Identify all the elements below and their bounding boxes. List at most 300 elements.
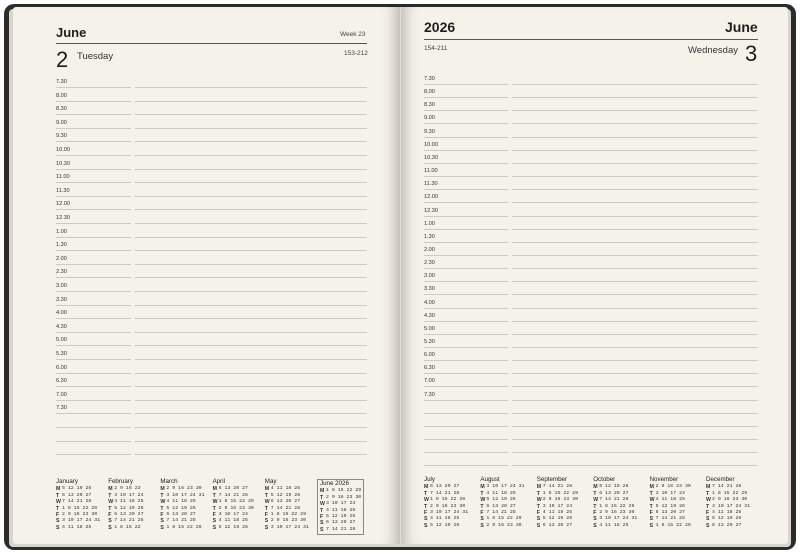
day-numbers: 5 12 19 26 [542, 516, 573, 522]
schedule-line[interactable] [56, 196, 131, 197]
schedule-line[interactable] [56, 413, 131, 414]
mini-calendar [317, 479, 364, 535]
schedule-line[interactable] [56, 250, 131, 251]
weekday-letter: F [56, 512, 60, 519]
weekday-letter: F [320, 514, 324, 521]
mini-calendar [213, 479, 254, 531]
mini-calendar-month: February [108, 478, 133, 485]
schedule-line[interactable] [56, 264, 131, 265]
right-day-name: Wednesday [688, 45, 738, 56]
schedule-line[interactable] [512, 216, 758, 217]
day-numbers: 5 12 19 26 [599, 484, 629, 490]
schedule-line[interactable] [135, 169, 367, 170]
schedule-line[interactable] [135, 196, 367, 197]
schedule-line[interactable] [135, 155, 367, 156]
weekday-letter: S [320, 520, 324, 527]
weekday-letter: W [593, 497, 599, 504]
schedule-line[interactable] [135, 400, 367, 401]
schedule-line[interactable] [512, 426, 758, 427]
day-numbers: 4 11 18 25 [166, 499, 196, 505]
schedule-line[interactable] [512, 110, 758, 111]
weekday-letter: T [56, 505, 60, 512]
schedule-line[interactable] [512, 452, 758, 453]
day-numbers: 2 9 16 23 30 [655, 484, 691, 490]
weekday-letter: T [108, 505, 112, 512]
weekday-letter: T [56, 492, 60, 499]
time-label: 4.00 [424, 299, 435, 306]
time-label: 7.30 [424, 76, 435, 82]
schedule-line[interactable] [424, 97, 508, 98]
schedule-line[interactable] [424, 439, 508, 440]
schedule-line[interactable] [512, 176, 758, 177]
weekday-letter: F [212, 512, 216, 519]
mini-calendar-row [706, 523, 750, 529]
mini-calendar-row [108, 525, 143, 531]
weekday-letter: T [160, 505, 164, 512]
day-numbers: 5 12 19 26 [62, 486, 92, 492]
weekday-letter: S [56, 518, 60, 525]
weekday-letter: T [536, 490, 540, 497]
schedule-line[interactable] [424, 268, 508, 269]
time-label: 5.00 [424, 325, 435, 332]
schedule-line[interactable] [512, 465, 758, 466]
schedule-line[interactable] [424, 202, 508, 203]
time-label: 7.30 [424, 391, 435, 398]
time-label: 2.30 [424, 260, 435, 267]
schedule-line[interactable] [56, 332, 131, 333]
day-numbers: 6 13 20 27 [62, 492, 92, 498]
schedule-line[interactable] [56, 237, 131, 238]
day-numbers: 5 12 19 26 [218, 524, 248, 530]
right-month-title: June [725, 19, 758, 35]
mini-calendar [160, 479, 204, 531]
day-numbers: 5 12 19 26 [326, 514, 356, 520]
time-label: 9.30 [56, 133, 67, 140]
time-label: 5.30 [424, 339, 435, 345]
schedule-line[interactable] [512, 137, 758, 138]
weekday-letter: F [480, 510, 484, 517]
schedule-line[interactable] [512, 347, 758, 348]
schedule-line[interactable] [424, 360, 508, 361]
day-numbers: 5 12 19 26 [114, 505, 144, 511]
day-numbers: 1 8 15 22 [114, 524, 141, 530]
weekday-letter: S [424, 522, 428, 529]
time-label: 10.30 [56, 160, 70, 167]
weekday-letter: T [212, 492, 216, 499]
mini-calendar-month: May [264, 478, 277, 485]
schedule-line[interactable] [56, 441, 131, 442]
day-numbers: 7 14 21 28 [486, 510, 516, 516]
schedule-line[interactable] [424, 255, 508, 256]
schedule-line[interactable] [135, 291, 367, 292]
time-label: 9.30 [424, 128, 435, 135]
mini-calendar-row [650, 523, 691, 529]
day-numbers: 5 12 19 26 [430, 522, 460, 528]
schedule-line[interactable] [135, 345, 367, 346]
day-numbers: 1 8 15 22 29 [486, 516, 522, 522]
mini-calendar-month: January [56, 478, 79, 485]
schedule-line[interactable] [135, 223, 367, 224]
weekday-letter: F [108, 512, 112, 519]
day-numbers: 3 10 17 24 31 [712, 503, 751, 509]
schedule-line[interactable] [135, 359, 367, 360]
mini-calendar [424, 477, 468, 529]
schedule-line[interactable] [512, 400, 758, 401]
schedule-line[interactable] [135, 305, 367, 306]
week-number: Week 23 [340, 31, 366, 38]
schedule-line[interactable] [424, 150, 508, 151]
schedule-line[interactable] [135, 373, 367, 374]
day-numbers: 3 10 17 24 31 [62, 518, 101, 524]
time-label: 1.30 [56, 242, 67, 249]
mini-calendar [706, 477, 750, 529]
schedule-line[interactable] [135, 427, 367, 428]
day-numbers: 7 14 21 28 [599, 497, 629, 503]
schedule-line[interactable] [512, 308, 758, 309]
weekday-letter: F [424, 510, 428, 517]
schedule-line[interactable] [135, 114, 367, 115]
schedule-line[interactable] [424, 216, 508, 217]
schedule-line[interactable] [512, 321, 758, 322]
time-label: 11.00 [424, 168, 438, 175]
time-label: 9.00 [424, 115, 435, 122]
time-label: 7.30 [56, 405, 67, 412]
weekday-letter: S [212, 518, 217, 525]
schedule-line[interactable] [512, 255, 758, 256]
schedule-line[interactable] [512, 334, 758, 335]
schedule-line[interactable] [424, 413, 508, 414]
day-numbers: 2 9 16 23 30 [430, 503, 466, 509]
day-numbers: 6 13 20 27 [218, 486, 248, 492]
schedule-line[interactable] [135, 332, 367, 333]
day-numbers: 2 9 16 23 30 [712, 497, 748, 503]
schedule-line[interactable] [135, 128, 367, 129]
schedule-line[interactable] [135, 413, 367, 414]
day-numbers: 1 8 15 22 29 [218, 499, 254, 505]
time-label: 1.00 [424, 220, 435, 227]
day-numbers: 2 9 16 23 [114, 486, 141, 492]
day-numbers: 7 14 21 28 [270, 505, 301, 511]
schedule-line[interactable] [424, 452, 508, 453]
left-day-number: 2 [56, 47, 69, 72]
weekday-letter: M [649, 484, 654, 491]
time-label: 7.00 [56, 391, 67, 398]
schedule-line[interactable] [56, 427, 131, 428]
schedule-line[interactable] [56, 223, 131, 224]
day-numbers: 6 13 20 27 [712, 522, 742, 528]
time-label: 12.00 [56, 201, 70, 208]
time-label: 6.00 [56, 364, 67, 371]
schedule-line[interactable] [424, 281, 508, 282]
schedule-line[interactable] [512, 281, 758, 282]
time-label: 8.00 [424, 89, 435, 96]
day-numbers: 2 9 16 23 30 [62, 512, 98, 518]
time-label: 11.30 [56, 187, 70, 194]
weekday-letter: M [706, 484, 711, 491]
schedule-line[interactable] [512, 229, 758, 230]
mini-calendar-row [56, 525, 100, 531]
schedule-line[interactable] [56, 87, 131, 88]
weekday-letter: T [593, 490, 597, 497]
day-numbers: 2 9 16 23 30 [542, 497, 579, 503]
schedule-line[interactable] [424, 386, 508, 387]
weekday-letter: T [424, 490, 428, 497]
mini-calendar [650, 477, 691, 529]
day-numbers: 3 10 17 24 [326, 501, 356, 507]
schedule-line[interactable] [135, 209, 367, 210]
day-numbers: 3 10 17 24 31 [599, 516, 638, 522]
schedule-line[interactable] [424, 321, 508, 322]
day-numbers: 3 10 17 24 31 [486, 484, 525, 490]
time-label: 11.00 [56, 174, 70, 181]
time-label: 10.30 [424, 154, 438, 161]
day-numbers: 7 14 21 28 [430, 490, 460, 496]
schedule-line[interactable] [135, 237, 367, 238]
weekday-letter: F [264, 512, 268, 519]
schedule-line[interactable] [56, 291, 131, 292]
weekday-letter: S [160, 524, 164, 531]
day-numbers: 3 10 17 24 [218, 512, 248, 518]
schedule-line[interactable] [56, 305, 131, 306]
weekday-letter: S [108, 524, 112, 531]
schedule-line[interactable] [135, 182, 367, 183]
time-label: 4.00 [56, 310, 67, 317]
weekday-letter: S [593, 516, 597, 523]
schedule-line[interactable] [512, 373, 758, 374]
day-numbers: 1 8 15 22 29 [326, 488, 362, 494]
schedule-line[interactable] [56, 209, 131, 210]
schedule-line[interactable] [424, 123, 508, 124]
day-numbers: 4 11 18 25 [712, 510, 742, 516]
mini-calendar-month: December [706, 476, 735, 483]
time-label: 4.30 [424, 312, 435, 319]
weekday-letter: M [480, 484, 485, 491]
schedule-line[interactable] [512, 202, 758, 203]
weekday-letter: M [320, 488, 325, 495]
day-numbers: 1 8 15 22 29 [62, 505, 98, 511]
day-numbers: 4 11 18 25 [62, 524, 92, 530]
schedule-line[interactable] [135, 454, 367, 455]
schedule-line[interactable] [135, 264, 367, 265]
schedule-line[interactable] [424, 347, 508, 348]
schedule-line[interactable] [424, 465, 508, 466]
schedule-line[interactable] [512, 189, 758, 190]
schedule-line[interactable] [424, 110, 508, 111]
schedule-line[interactable] [512, 439, 758, 440]
weekday-letter: M [593, 484, 598, 491]
schedule-line[interactable] [56, 182, 131, 183]
schedule-line[interactable] [56, 155, 131, 156]
mini-calendar-row [424, 523, 468, 529]
schedule-line[interactable] [56, 345, 131, 346]
time-label: 1.30 [424, 233, 435, 240]
time-label: 10.00 [424, 141, 438, 148]
weekday-letter: W [56, 499, 61, 506]
schedule-line[interactable] [512, 413, 758, 414]
schedule-line[interactable] [424, 308, 508, 309]
mini-calendar-row [160, 525, 204, 531]
time-label: 7.00 [424, 378, 435, 385]
day-numbers: 3 10 17 24 [655, 490, 685, 496]
schedule-line[interactable] [56, 373, 131, 374]
schedule-line[interactable] [56, 128, 131, 129]
schedule-line[interactable] [512, 97, 758, 98]
day-numbers: 6 13 20 27 [326, 520, 356, 526]
schedule-line[interactable] [135, 318, 367, 319]
schedule-line[interactable] [424, 229, 508, 230]
time-label: 2.00 [424, 246, 435, 253]
schedule-line[interactable] [424, 334, 508, 335]
weekday-letter: T [320, 494, 324, 501]
day-numbers: 6 13 20 27 [542, 522, 573, 528]
day-numbers: 1 8 15 22 29 [542, 490, 579, 496]
mini-calendar-month: August [480, 476, 500, 483]
day-numbers: 1 8 15 22 29 [270, 512, 307, 518]
day-numbers: 4 11 18 25 [114, 499, 144, 505]
schedule-line[interactable] [512, 163, 758, 164]
time-label: 6.30 [56, 378, 67, 385]
day-numbers: 3 10 17 24 [114, 492, 144, 498]
schedule-line[interactable] [424, 400, 508, 401]
weekday-letter: T [212, 505, 216, 512]
time-label: 12.30 [56, 215, 70, 221]
schedule-line[interactable] [56, 386, 131, 387]
schedule-line[interactable] [56, 454, 131, 455]
schedule-line[interactable] [135, 277, 367, 278]
weekday-letter: M [212, 486, 217, 493]
day-numbers: 2 9 16 23 30 [486, 522, 522, 528]
weekday-letter: S [536, 522, 541, 529]
year-title: 2026 [424, 19, 456, 35]
weekday-letter: S [593, 522, 597, 529]
day-numbers: 4 11 18 25 [486, 490, 516, 496]
day-numbers: 3 10 17 24 31 [270, 524, 309, 530]
schedule-line[interactable] [56, 114, 131, 115]
weekday-letter: M [536, 484, 542, 491]
weekday-letter: T [320, 507, 324, 514]
schedule-line[interactable] [424, 242, 508, 243]
mini-calendar-month: November [649, 476, 679, 483]
schedule-line[interactable] [424, 373, 508, 374]
schedule-line[interactable] [512, 242, 758, 243]
schedule-line[interactable] [512, 84, 758, 85]
mini-calendar-month: July [424, 476, 436, 483]
day-numbers: 4 11 18 25 [430, 516, 460, 522]
left-day-name: Tuesday [77, 51, 114, 62]
time-label: 6.00 [424, 352, 435, 359]
weekday-letter: T [706, 503, 710, 510]
day-numbers: 6 13 20 27 [270, 499, 301, 505]
schedule-line[interactable] [424, 294, 508, 295]
schedule-line[interactable] [135, 87, 367, 88]
schedule-line[interactable] [512, 386, 758, 387]
day-numbers: 7 14 21 28 [114, 518, 144, 524]
schedule-line[interactable] [512, 123, 758, 124]
weekday-letter: S [706, 522, 710, 529]
time-label: 10.00 [56, 147, 70, 153]
time-label: 5.00 [56, 337, 67, 344]
schedule-line[interactable] [135, 441, 367, 442]
weekday-letter: S [480, 522, 484, 529]
weekday-letter: S [480, 516, 484, 523]
schedule-line[interactable] [424, 189, 508, 190]
day-numbers: 7 14 21 28 [326, 526, 356, 532]
schedule-line[interactable] [56, 277, 131, 278]
weekday-letter: M [160, 486, 165, 493]
schedule-line[interactable] [512, 150, 758, 151]
time-label: 8.30 [424, 102, 435, 109]
schedule-line[interactable] [512, 360, 758, 361]
schedule-line[interactable] [56, 359, 131, 360]
schedule-line[interactable] [135, 250, 367, 251]
schedule-line[interactable] [56, 169, 131, 170]
day-numbers: 1 8 15 22 29 [430, 497, 466, 503]
day-numbers: 4 11 18 25 [270, 486, 301, 492]
schedule-line[interactable] [512, 268, 758, 269]
day-numbers: 5 12 19 26 [486, 497, 516, 503]
weekday-letter: T [424, 503, 428, 510]
weekday-letter: F [593, 510, 597, 517]
day-numbers: 6 13 20 27 [486, 503, 516, 509]
day-numbers: 3 10 17 24 31 [166, 492, 205, 498]
schedule-line[interactable] [135, 386, 367, 387]
weekday-letter: S [320, 526, 324, 533]
day-numbers: 5 12 19 26 [712, 516, 742, 522]
schedule-line[interactable] [424, 137, 508, 138]
day-numbers: 4 11 18 25 [655, 497, 685, 503]
schedule-line[interactable] [424, 176, 508, 177]
day-numbers: 5 12 19 26 [655, 503, 685, 509]
header-rule [56, 43, 367, 44]
day-numbers: 4 11 18 25 [542, 510, 573, 516]
day-numbers: 1 8 15 22 29 [655, 522, 691, 528]
schedule-line[interactable] [135, 141, 367, 142]
schedule-line[interactable] [56, 141, 131, 142]
time-label: 6.30 [424, 365, 435, 372]
schedule-line[interactable] [512, 294, 758, 295]
mini-calendar [108, 479, 143, 531]
weekday-letter: S [424, 516, 428, 523]
weekday-letter: T [160, 492, 164, 499]
mini-calendar [593, 477, 637, 529]
weekday-letter: T [649, 503, 653, 510]
left-day-count: 153-212 [344, 50, 368, 57]
weekday-letter: M [264, 486, 270, 493]
day-numbers: 6 13 20 27 [114, 512, 144, 518]
day-numbers: 6 13 20 27 [599, 490, 629, 496]
day-numbers: 1 8 15 22 29 [166, 524, 202, 530]
weekday-letter: S [212, 524, 217, 531]
schedule-line[interactable] [135, 101, 367, 102]
weekday-letter: S [108, 518, 112, 525]
weekday-letter: S [649, 522, 654, 529]
schedule-line[interactable] [56, 400, 131, 401]
schedule-line[interactable] [424, 84, 508, 85]
right-day-number: 3 [745, 41, 758, 66]
weekday-letter: T [593, 503, 597, 510]
schedule-line[interactable] [56, 101, 131, 102]
schedule-line[interactable] [56, 318, 131, 319]
mini-calendar [56, 479, 100, 531]
day-numbers: 3 10 17 24 [542, 503, 573, 509]
weekday-letter: T [480, 503, 484, 510]
schedule-line[interactable] [424, 426, 508, 427]
mini-calendar-month: March [160, 478, 178, 485]
weekday-letter: F [536, 510, 540, 517]
schedule-line[interactable] [424, 163, 508, 164]
day-numbers: 7 14 21 28 [62, 499, 92, 505]
time-label: 5.30 [56, 351, 67, 357]
